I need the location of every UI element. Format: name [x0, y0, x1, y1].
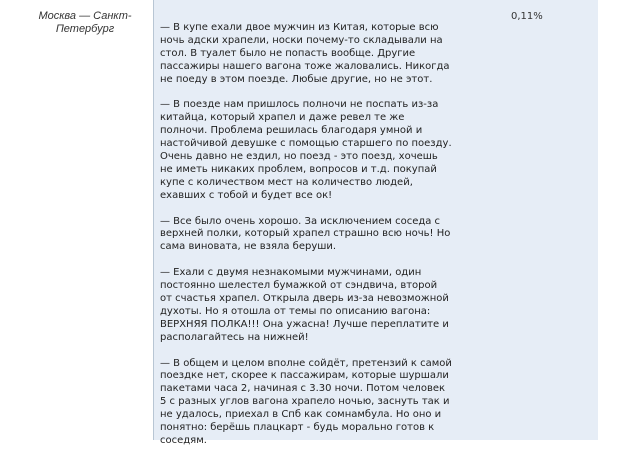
review-list [160, 22, 452, 461]
review-item: — В поезде нам пришлось полночи не поспать из-за китайца, который храпел и даже ревел те же полночи. Проблема решилась благодаря умной и настойчивой девушке с помощью старшего по поезду. Очень давно не ездил, но поезд - это поезд, хочешь не иметь никаких проблем, вопросов и т.д. покупай купе с количеством мест на количество людей, ехавших с тобой и будет все ок! [160, 99, 452, 201]
route-label: Москва — Санкт-Петербург [38, 10, 132, 35]
route-cell [0, 0, 153, 440]
review-item: — В общем и целом вполне сойдёт, претензий к самой поездке нет, скорее к пассажирам, которые шуршали пакетами часа 2, начиная с 3.30 ночи. Потом человек 5 с разных углов вагона храпело ночью, заснуть так и не удалось, приехал в Спб как сомнамбула. Но оно и понятно: берёшь плацкарт - будь морально готов к соседям. [160, 357, 452, 446]
right-gap [598, 0, 630, 440]
review-item: — Все было очень хорошо. За исключением соседа с верхней полки, который храпел страшно всю ночь! Но сама виновата, не взяла беруши. [160, 215, 451, 253]
review-item: — Ехали с двумя незнакомыми мужчинами, один постоянно шелестел бумажкой от сэндвича, второй от счастья храпел. Открыла дверь из-за невозможной духоты. Но я отошла от темы по описанию вагона: ВЕРХНЯЯ ПОЛКА!!! Она ужасна! Лучше переплатите и располагайтесь на нижней! [160, 267, 449, 343]
review-item: — В купе ехали двое мужчин из Китая, которые всю ночь адски храпели, носки почему-то складывали на стол. В туалет было не попасть вообще. Другие пассажиры нашего вагона тоже жаловались. Никогда не поеду в этом поезде. Любые другие, но не этот. [160, 22, 450, 85]
share-percent: 0,11% [511, 11, 543, 22]
